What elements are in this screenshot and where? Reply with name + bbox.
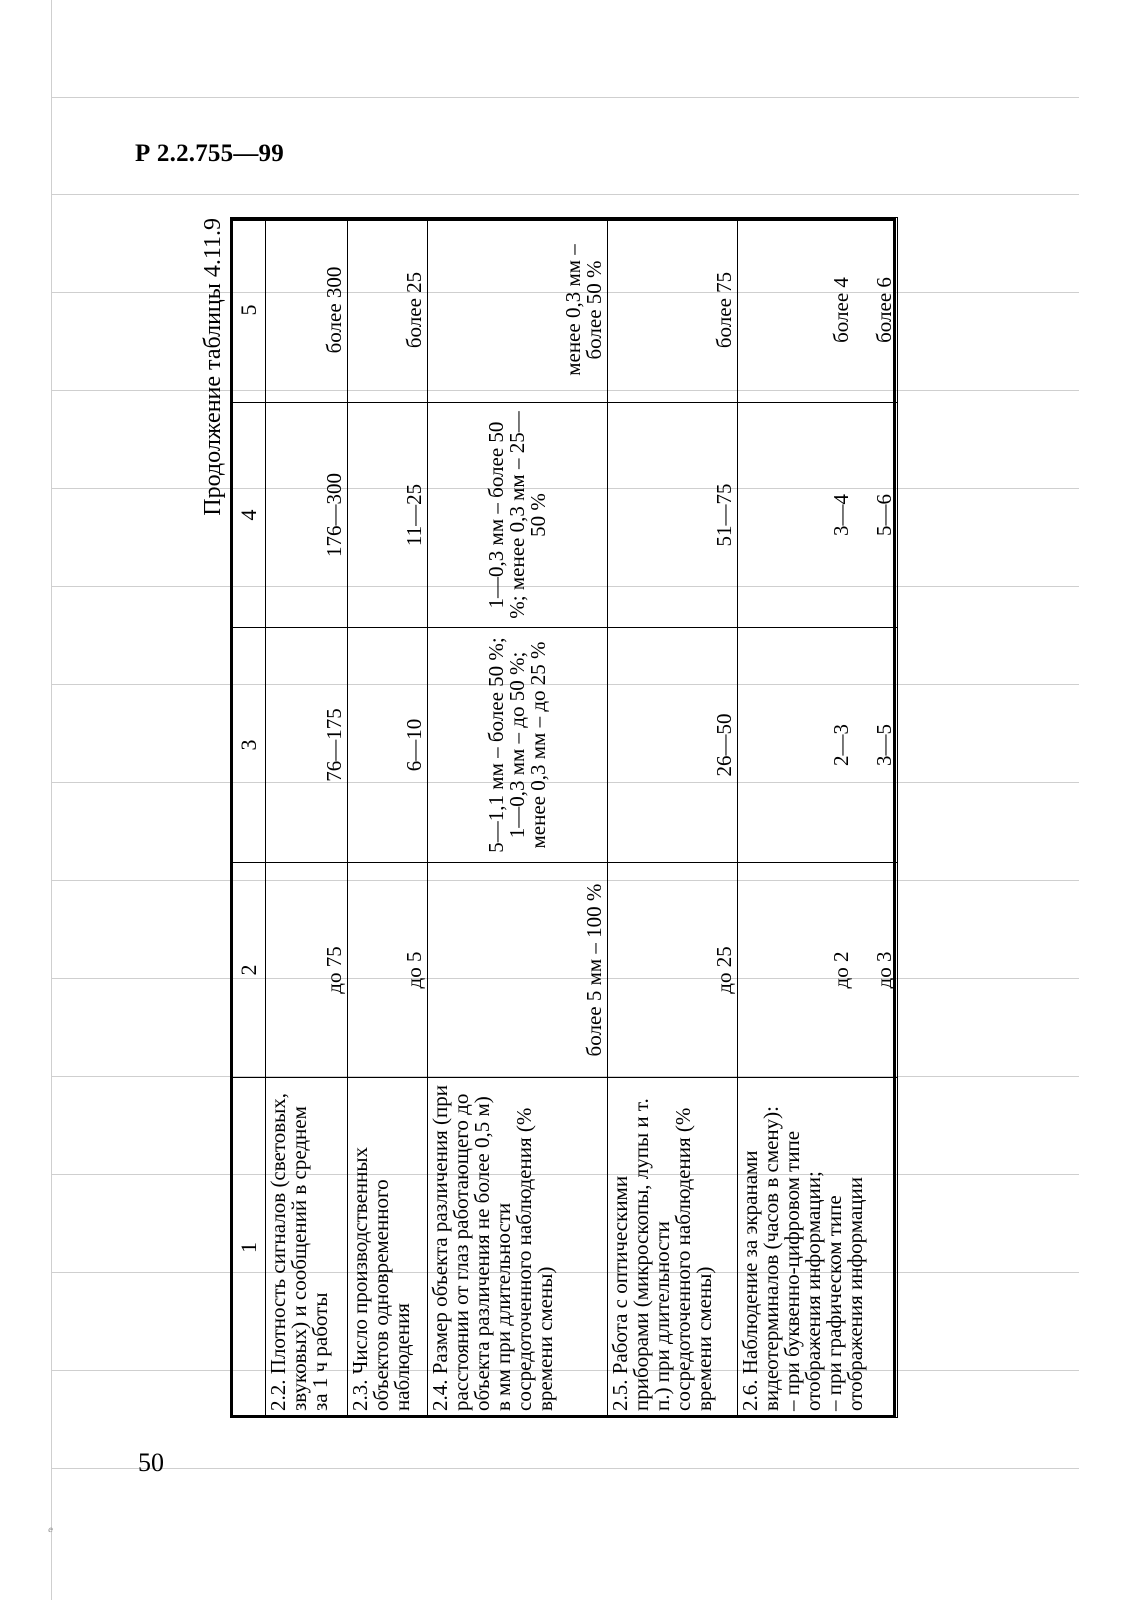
table-cell: до 75 <box>266 863 348 1078</box>
table-cell <box>738 628 898 863</box>
column-header: 1 <box>231 1078 266 1418</box>
cell-value: 2—3 <box>829 724 853 766</box>
table-row <box>266 218 348 1418</box>
table-cell: менее 0,3 мм – более 50 % <box>428 218 608 403</box>
table-cell: 5—1,1 мм – более 50 %; 1—0,3 мм – до 50 %; менее 0,3 мм – до 25 % <box>428 628 608 863</box>
rotated-table-block <box>196 218 896 1418</box>
data-table <box>230 217 898 1418</box>
table-cell: более 25 <box>348 218 428 403</box>
table-cell: 6—10 <box>348 628 428 863</box>
row-description: 2.2. Плотность сигналов (световых, звуковых) и сообщений в среднем за 1 ч работы <box>266 1078 348 1418</box>
cell-value: до 2 <box>829 951 853 989</box>
row-description: 2.4. Размер объекта различения (при расстоянии от глаз работающего до объекта различения не более 0,5 м) в мм при длительности сосредоточенного наблюдения (% времени смены) <box>428 1078 608 1418</box>
column-header: 4 <box>231 403 266 628</box>
table-header-row <box>231 218 266 1418</box>
table-cell: 11—25 <box>348 403 428 628</box>
row-description: 2.3. Число производственных объектов одновременного наблюдения <box>348 1078 428 1418</box>
table-caption: Продолжение таблицы 4.11.9 <box>200 218 226 516</box>
cell-value: до 3 <box>872 951 896 989</box>
row-description-title: 2.6. Наблюдение за экранами видеотерминалов (часов в смену): <box>738 1105 783 1411</box>
table-cell: более 5 мм – 100 % <box>428 863 608 1078</box>
table-cell <box>738 403 898 628</box>
table-cell: более 300 <box>266 218 348 403</box>
table-row <box>738 218 898 1418</box>
row-description-sub: – при буквенно-цифровом типе отображения информации; <box>780 1130 825 1411</box>
document-code: Р 2.2.755—99 <box>135 140 284 167</box>
table-row <box>348 218 428 1418</box>
row-description <box>738 1078 898 1418</box>
table-cell: до 5 <box>348 863 428 1078</box>
cell-value: 3—4 <box>829 494 853 536</box>
table-cell: до 25 <box>608 863 738 1078</box>
guide-line <box>52 1468 1079 1469</box>
row-description: 2.5. Работа с оптическими приборами (микроскопы, лупы и т. п.) при длительности сосредоточенного наблюдения (% времени смены) <box>608 1078 738 1418</box>
table-cell <box>738 863 898 1078</box>
column-header: 5 <box>231 218 266 403</box>
page-number: 50 <box>138 1448 164 1477</box>
guide-line <box>52 194 1079 195</box>
table-cell: более 75 <box>608 218 738 403</box>
table-cell: 51—75 <box>608 403 738 628</box>
guide-line <box>52 97 1079 98</box>
column-header: 2 <box>231 863 266 1078</box>
column-header: 3 <box>231 628 266 863</box>
table-row <box>428 218 608 1418</box>
table-cell: 176—300 <box>266 403 348 628</box>
cell-value: более 4 <box>829 277 853 343</box>
cell-value: более 6 <box>872 277 896 343</box>
table-cell: 1—0,3 мм – более 50 %; менее 0,3 мм – 25—50 % <box>428 403 608 628</box>
margin-mark: ⅇ <box>48 1525 54 1534</box>
cell-value: 5—6 <box>872 494 896 536</box>
margin-vertical-line <box>51 0 52 1600</box>
cell-value: 3—5 <box>872 724 896 766</box>
row-description-sub: – при графическом типе отображения информации <box>822 1176 867 1411</box>
table-cell: 26—50 <box>608 628 738 863</box>
table-row <box>608 218 738 1418</box>
table-cell <box>738 218 898 403</box>
table-cell: 76—175 <box>266 628 348 863</box>
